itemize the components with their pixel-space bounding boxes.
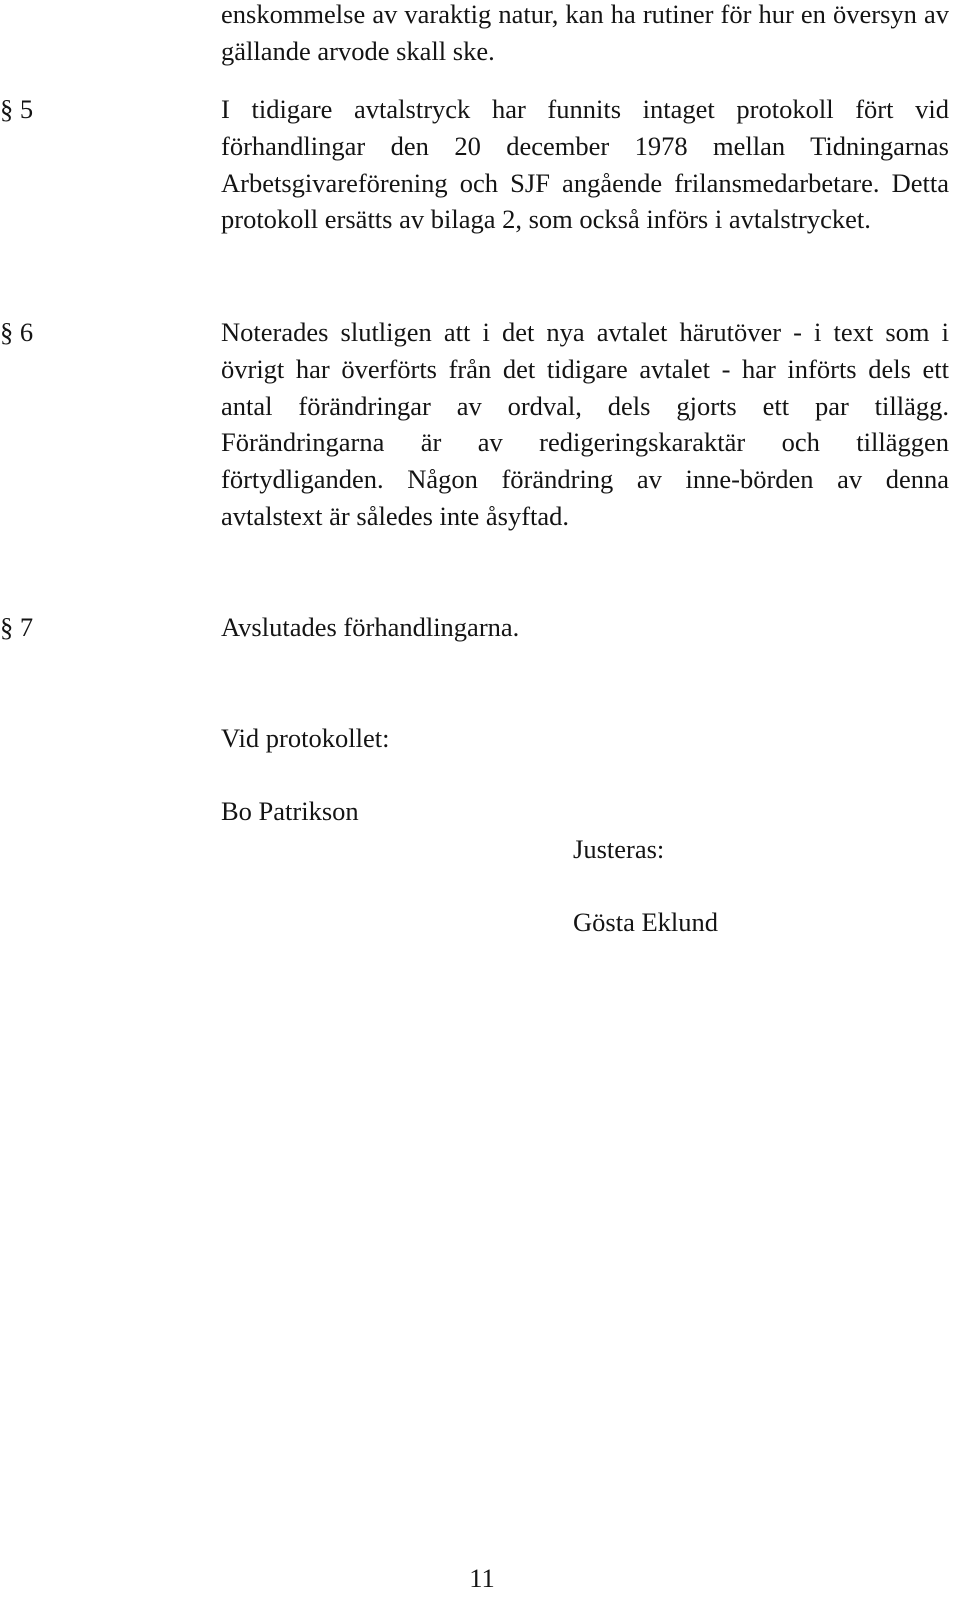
section-7-text: Avslutades förhandlingarna. [221,612,520,642]
verifier-label: Justeras: [573,834,665,864]
section-7-number: § 7 [0,612,34,642]
recorder-label: Vid protokollet: [221,723,390,753]
verifier-name: Gösta Eklund [573,907,718,937]
section-6-text: Noterades slutligen att i det nya avtalet härutöver - i text som i övrigt har överförts från det tidigare avtalet - har införts dels ett antal förändringar av ordval, dels gjorts ett par tillägg. Förändringarna är av redigeringskaraktär och tilläggen förtydliganden. Någon förändring av inne-börden av denna avtalstext är således inte åsyftad. [221,317,949,531]
section-5-text: I tidigare avtalstryck har funnits intaget protokoll fört vid förhandlingar den 20 december 1978 mellan Tidningarnas Arbetsgivareförening och SJF angående frilansmedarbetare. Detta protokoll ersätts av bilaga 2, som också införs i avtalstrycket. [221,94,949,235]
recorder-name: Bo Patrikson [221,796,359,826]
page-number [0,1560,960,1597]
page-number-text: 11 [469,1563,495,1593]
continuation-paragraph: enskommelse av varaktig natur, kan ha rutiner för hur en översyn av gällande arvode skall ske. [221,0,949,66]
section-6-number: § 6 [0,317,34,347]
section-5-number: § 5 [0,94,34,124]
